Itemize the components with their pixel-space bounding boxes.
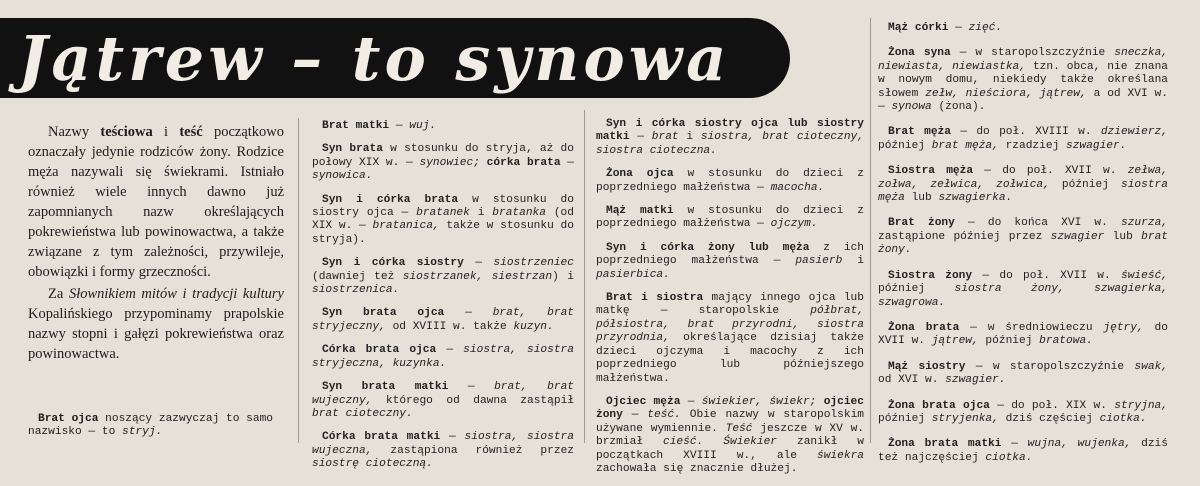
text-run: od XVI w. bbox=[878, 374, 946, 387]
text-run: — bbox=[948, 22, 969, 34]
definition-entry bbox=[596, 396, 864, 476]
text-run: i bbox=[469, 207, 493, 220]
column-rule bbox=[298, 118, 299, 443]
article-title: Jątrew – to synowa bbox=[18, 22, 731, 95]
text-run: zanikł w początkach XVIII w., ale bbox=[596, 436, 864, 462]
archaic-term: szwagier bbox=[1050, 230, 1105, 243]
definitions-column-1 bbox=[312, 120, 574, 482]
text-run: później bbox=[878, 412, 932, 425]
definition-entry bbox=[596, 292, 864, 386]
archaic-term: ojczym. bbox=[770, 218, 818, 231]
term: Syn i córka żony lub męża bbox=[606, 241, 810, 254]
archaic-term: synowiec; bbox=[419, 156, 480, 169]
definition-entry bbox=[878, 126, 1168, 153]
archaic-term: wuj. bbox=[409, 120, 437, 132]
term: Brat matki bbox=[322, 120, 390, 132]
definitions-column-3 bbox=[878, 22, 1168, 477]
term: Syn i córka brata bbox=[322, 193, 459, 206]
text-run: jeszcze w XV w. brzmiał bbox=[596, 422, 865, 449]
column-rule bbox=[584, 110, 585, 443]
text-run: Kopalińskiego przypominamy prapolskie nazwy stopni i gałęzi pokrewieństwa oraz powinowactwa. bbox=[28, 306, 284, 362]
archaic-term: brat, brat wujeczny, bbox=[312, 381, 574, 407]
definition-entry bbox=[878, 438, 1168, 465]
text-run: — do końca XVI w. bbox=[954, 217, 1121, 230]
archaic-term: bratanek bbox=[416, 207, 470, 220]
term: Mąż córki bbox=[888, 22, 949, 34]
archaic-term: Świekier bbox=[723, 436, 778, 449]
text-run: zastąpione później przez bbox=[878, 230, 1051, 243]
archaic-term: brat, brat stryjeczny, bbox=[312, 307, 574, 333]
term: Syn i córka siostry ojca lub siostry matki bbox=[596, 118, 864, 144]
text-run: — bbox=[560, 156, 574, 169]
column-rule bbox=[870, 18, 871, 443]
archaic-term: zełwa, zołwa, zełwica, zołwica, bbox=[878, 165, 1168, 191]
archaic-term: teść. bbox=[647, 409, 681, 422]
term: Żona brata ojca bbox=[888, 399, 990, 412]
text-run: — bbox=[440, 431, 465, 444]
archaic-term: brat cioteczny. bbox=[312, 407, 413, 420]
text-run: mający innego ojca lub matkę — staropolskie bbox=[596, 292, 864, 318]
term: Córka brata ojca bbox=[322, 344, 437, 357]
text-run: w stosunku do stryja, aż do połowy XIX w. — bbox=[312, 143, 574, 169]
term: Mąż matki bbox=[606, 205, 674, 218]
definition-entry bbox=[878, 22, 1168, 35]
archaic-term: zięć. bbox=[968, 22, 1003, 34]
definition-entry bbox=[878, 217, 1168, 257]
text-run: w stosunku do dzieci z poprzedniego małżeństwa — bbox=[596, 168, 864, 194]
archaic-term: stryj. bbox=[122, 426, 163, 439]
text-run: i bbox=[678, 131, 701, 144]
archaic-term: jętry, bbox=[1103, 321, 1144, 334]
archaic-term: dziewierz, bbox=[1100, 126, 1168, 139]
term: Brat żony bbox=[888, 217, 955, 230]
text-run: później bbox=[878, 139, 932, 152]
text-run: — bbox=[389, 120, 410, 132]
text-run: i bbox=[152, 124, 180, 140]
archaic-term: szwagierka. bbox=[938, 192, 1013, 205]
text-run: w stosunku do siostry ojca — bbox=[312, 193, 574, 220]
term: Brat męża bbox=[888, 126, 952, 139]
text-run: — do poł. XVII w. bbox=[973, 165, 1128, 178]
title-banner bbox=[0, 18, 790, 98]
definition-entry bbox=[596, 205, 864, 232]
text-run: — do poł. XVIII w. bbox=[951, 126, 1101, 139]
text-run bbox=[703, 436, 723, 448]
archaic-term: macocha. bbox=[770, 181, 825, 194]
text-run: od XVIII w. także bbox=[385, 320, 514, 333]
text-run: do XVII w. bbox=[878, 321, 1168, 348]
archaic-term: siostra, siostra wujeczna, bbox=[312, 431, 574, 457]
text-run: zastąpiona również przez bbox=[372, 444, 574, 457]
text-run: — bbox=[629, 131, 652, 144]
archaic-term: szwagier. bbox=[1066, 139, 1127, 152]
archaic-term: siostrzanek, siestrzan bbox=[402, 270, 553, 283]
definition-entry bbox=[312, 143, 574, 183]
archaic-term: ciotka. bbox=[1099, 412, 1147, 425]
archaic-term: jątrew, bbox=[931, 335, 979, 348]
archaic-term: bratanka bbox=[492, 207, 546, 220]
term: córka brata bbox=[486, 156, 561, 169]
text-run: Nazwy bbox=[48, 124, 101, 140]
archaic-term: Słownikiem mitów i tradycji kultury bbox=[68, 286, 284, 302]
archaic-term: pasierb bbox=[795, 255, 843, 268]
archaic-term: świeść, bbox=[1121, 269, 1168, 282]
text-run: w stosunku do dzieci z poprzedniego małżeństwa — bbox=[596, 205, 864, 231]
text-run: Za bbox=[48, 286, 69, 302]
term: Córka brata matki bbox=[322, 431, 441, 444]
term: Syn brata matki bbox=[322, 381, 449, 394]
term: Brat ojca bbox=[38, 413, 99, 425]
archaic-term: synowica. bbox=[312, 170, 373, 183]
archaic-term: świekra bbox=[817, 449, 864, 462]
text-run bbox=[816, 396, 823, 408]
definition-entry bbox=[596, 242, 864, 282]
archaic-term: pasierbica. bbox=[596, 268, 670, 281]
definition-entry bbox=[878, 361, 1168, 388]
text-run: — bbox=[448, 381, 495, 394]
archaic-term: siostrzenica. bbox=[312, 284, 400, 297]
term: Syn i córka siostry bbox=[322, 257, 464, 270]
definition-entry bbox=[312, 307, 574, 334]
intro-paragraph bbox=[28, 122, 284, 282]
text-run: lub bbox=[904, 192, 939, 205]
definition-entry bbox=[312, 257, 574, 297]
definitions-column-2 bbox=[596, 118, 864, 486]
archaic-term: szwagier. bbox=[945, 374, 1006, 387]
term: Siostra męża bbox=[888, 165, 974, 178]
term: Syn brata ojca bbox=[322, 307, 445, 320]
text-run: później bbox=[1049, 178, 1121, 191]
text-run: którego od dawna zastąpił bbox=[372, 394, 574, 407]
text-run bbox=[480, 157, 487, 169]
text-run: — bbox=[622, 409, 648, 422]
definition-entry bbox=[312, 120, 574, 133]
archaic-term: ciotka. bbox=[985, 451, 1033, 464]
archaic-term: szurza, bbox=[1121, 217, 1168, 230]
text-run: — bbox=[463, 257, 494, 270]
text-run: — w staropolszczyźnie bbox=[950, 47, 1115, 60]
definition-entry bbox=[312, 381, 574, 421]
term: Siostra żony bbox=[888, 269, 973, 282]
term: Żona brata bbox=[888, 321, 960, 334]
text-run: rzadziej bbox=[998, 139, 1066, 152]
text-run: określające dzisiaj także dzieci ojczyma i macochy z ich poprzedniego lub późniejszego małżeństwa. bbox=[596, 332, 864, 385]
intro-text bbox=[28, 122, 284, 366]
archaic-term: półbrat, półsiostra, brat przyrodni, siostra przyrodnia, bbox=[596, 305, 864, 345]
archaic-term: brat żony. bbox=[878, 230, 1168, 257]
text-run: później bbox=[878, 283, 955, 296]
text-run: z ich poprzedniego małżeństwa — bbox=[596, 241, 864, 268]
text-run: — bbox=[680, 395, 702, 408]
term: Syn brata bbox=[322, 143, 383, 156]
archaic-term: swak, bbox=[1134, 360, 1168, 373]
text-run: — w średniowieczu bbox=[959, 321, 1104, 334]
text-run: ) i bbox=[552, 270, 574, 283]
term: Ojciec męża bbox=[606, 395, 681, 408]
text-run: tzn. obca, nie znana w nowym domu, niekiedy także określana słowem bbox=[878, 60, 1168, 100]
archaic-term: siostra, siostra stryjeczna, kuzynka. bbox=[312, 344, 574, 370]
archaic-term: stryjenka, bbox=[931, 412, 999, 425]
archaic-term: brat męża, bbox=[931, 139, 999, 152]
definition-entry bbox=[878, 165, 1168, 205]
archaic-term: zełw, nieściora, jątrew, bbox=[925, 87, 1087, 100]
intro-continuation bbox=[28, 413, 284, 440]
archaic-term: siostra, brat cioteczny, siostra cioteczna. bbox=[596, 131, 864, 157]
text-run: (dawniej też bbox=[312, 270, 403, 283]
archaic-term: siostrę cioteczną. bbox=[312, 458, 433, 471]
text-run: później bbox=[978, 335, 1040, 348]
archaic-term: świekier, świekr; bbox=[701, 395, 817, 408]
archaic-term: brat bbox=[651, 131, 679, 144]
archaic-term: bratowa. bbox=[1039, 335, 1093, 348]
intro-paragraph bbox=[28, 284, 284, 364]
definition-entry bbox=[878, 322, 1168, 349]
definition-entry bbox=[312, 194, 574, 248]
archaic-term: kuzyn. bbox=[513, 320, 554, 333]
term: Mąż siostry bbox=[888, 360, 966, 373]
archaic-term: synowa bbox=[891, 101, 932, 114]
text-run: — bbox=[444, 307, 493, 320]
text-run: Obie nazwy w staropolskim używane wymiennie. bbox=[596, 409, 864, 435]
text-run: — w staropolszczyźnie bbox=[965, 360, 1135, 373]
text-run: — do poł. XIX w. bbox=[989, 399, 1115, 412]
text-run: a od XVI w. — bbox=[878, 87, 1168, 114]
archaic-term: stryjna, bbox=[1114, 399, 1168, 412]
definition-entry bbox=[312, 431, 574, 471]
text-run: dziś częściej bbox=[998, 412, 1100, 425]
text-run: i bbox=[842, 255, 864, 268]
text-run: (żona). bbox=[931, 101, 986, 114]
definition-entry bbox=[596, 168, 864, 195]
definition-entry bbox=[878, 47, 1168, 114]
archaic-term: wujna, wujenka, bbox=[1027, 438, 1132, 451]
text-run: dziś też najczęściej bbox=[878, 438, 1168, 464]
definition-entry bbox=[878, 400, 1168, 427]
text-run: — bbox=[436, 344, 464, 357]
term: teściowa bbox=[100, 124, 153, 140]
archaic-term: Teść bbox=[725, 422, 753, 435]
text-run: także w stosunku do stryja). bbox=[312, 220, 574, 246]
archaic-term: siostra żony, szwagierka, szwagrowa. bbox=[878, 283, 1168, 309]
definition-entry bbox=[878, 270, 1168, 310]
term: teść bbox=[179, 124, 203, 140]
term: Brat i siostra bbox=[606, 292, 704, 305]
text-run: (od XIX w. — bbox=[312, 207, 574, 233]
term: Żona ojca bbox=[606, 168, 674, 181]
text-run: lub bbox=[1104, 230, 1142, 243]
definition-entry bbox=[312, 344, 574, 371]
definition-entry bbox=[596, 118, 864, 158]
text-run: zachowała się znacznie dłużej. bbox=[596, 462, 798, 475]
text-run: początkowo oznaczały jedynie rodziców żony. Rodzice męża nazywali się świekrami. Istniało również wiele innych dawno już zapomnianych nazw określających pokrewieństwa lub powinowactwa, a także związane z tym zależności, przywileje, obowiązki i formy grzeczności. bbox=[28, 124, 284, 280]
archaic-term: sneczka, niewiasta, niewiastka, bbox=[878, 47, 1168, 73]
archaic-term: bratanica, bbox=[372, 220, 440, 233]
archaic-term: siostrzeniec bbox=[493, 257, 574, 270]
term: ojciec żony bbox=[596, 395, 864, 422]
text-run: noszący zazwyczaj to samo nazwisko — to bbox=[28, 413, 273, 439]
archaic-term: cieść. bbox=[663, 436, 704, 449]
archaic-term: siostra męża bbox=[878, 178, 1168, 205]
term: Żona brata matki bbox=[888, 438, 1002, 451]
text-run: — do poł. XVII w. bbox=[972, 269, 1121, 282]
term: Żona syna bbox=[888, 47, 951, 60]
text-run: — bbox=[1001, 438, 1028, 451]
